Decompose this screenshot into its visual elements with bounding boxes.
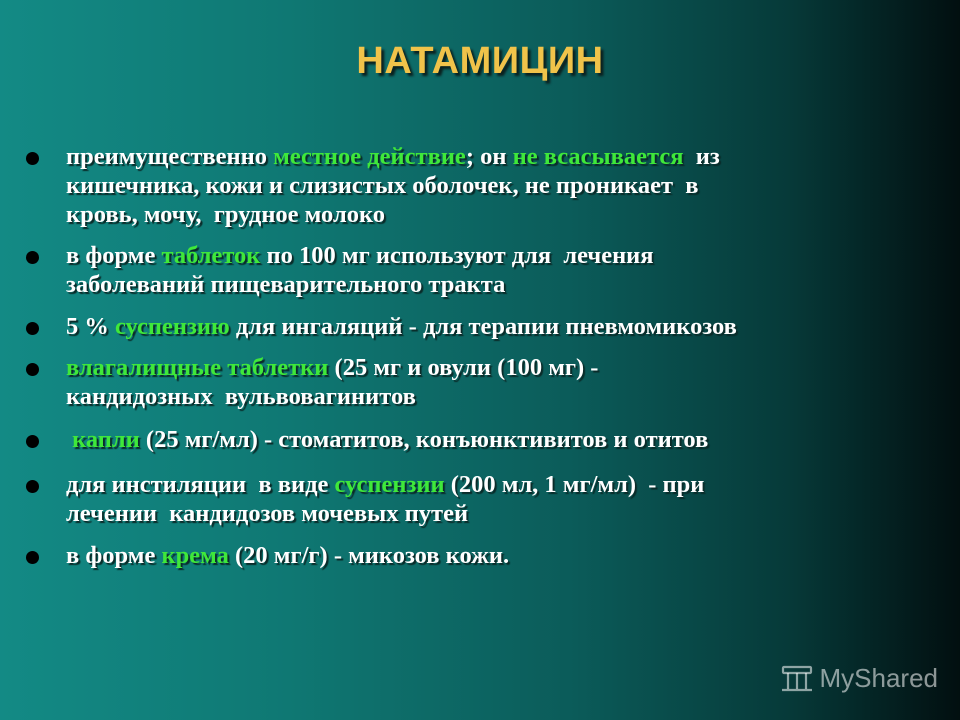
bullet-dot (26, 435, 39, 448)
bullet-line (66, 270, 946, 299)
bullet-text: ; он (465, 143, 513, 170)
bullet-line (66, 541, 946, 570)
bullet-line (66, 200, 946, 229)
highlighted-term: крема (161, 542, 229, 569)
bullet-list (26, 142, 946, 570)
bullet-dot (26, 480, 39, 493)
bullet-text: (200 мл, 1 мг/мл) - при (444, 471, 705, 498)
bullet-text: в форме (66, 542, 162, 569)
bullet-line (66, 241, 946, 270)
bullet-text: (25 мг и овули (100 мг) - (328, 354, 599, 381)
bullet-text: кишечника, кожи и слизистых оболочек, не проникает в (66, 172, 699, 199)
highlighted-term: капли (66, 426, 140, 453)
bullet-line (66, 312, 946, 341)
bullet-item (26, 353, 946, 411)
bullet-item (26, 142, 946, 229)
bullet-text: 5 % (66, 313, 115, 340)
bullet-dot (26, 551, 39, 564)
slide-title: НАТАМИЦИН (356, 40, 604, 82)
highlighted-term: таблеток (161, 242, 261, 269)
bullet-text: по 100 мг используют для лечения (260, 242, 654, 269)
bullet-item (26, 241, 946, 299)
bullet-line (66, 470, 946, 499)
highlighted-term: суспензию (115, 313, 230, 340)
bullet-text: (25 мг/мл) - стоматитов, конъюнктивитов и отитов (139, 426, 709, 453)
bullet-item (26, 425, 946, 454)
bullet-line (66, 382, 946, 411)
bullet-text: (20 мг/г) - микозов кожи. (228, 542, 510, 569)
highlighted-term: местное действие (273, 143, 466, 170)
bullet-text: заболеваний пищеварительного тракта (66, 271, 506, 298)
bullet-item (26, 470, 946, 528)
bullet-dot (26, 251, 39, 264)
bullet-line (66, 425, 946, 454)
myshared-watermark (780, 662, 939, 694)
bullet-item (26, 312, 946, 341)
bullet-text: кровь, мочу, грудное молоко (66, 201, 386, 228)
bullet-text: преимущественно (66, 143, 274, 170)
bullet-line (66, 171, 946, 200)
bullet-text: из (683, 143, 720, 170)
bullet-dot (26, 152, 39, 165)
highlighted-term: суспензии (334, 471, 445, 498)
bullet-text: лечении кандидозов мочевых путей (66, 500, 469, 527)
bullet-line (66, 499, 946, 528)
bullet-dot (26, 363, 39, 376)
highlighted-term: не всасывается (512, 143, 684, 170)
bullet-text: кандидозных вульвовагинитов (66, 383, 416, 410)
bullet-line (66, 353, 946, 382)
bullet-text: в форме (66, 242, 162, 269)
watermark-text: MyShared (819, 662, 938, 693)
bullet-dot (26, 322, 39, 335)
highlighted-term: влагалищные таблетки (66, 354, 329, 381)
bullet-text: для инстиляции в виде (66, 471, 335, 498)
bullet-line (66, 142, 946, 171)
bullet-item (26, 541, 946, 570)
myshared-logo-icon (780, 662, 814, 694)
bullet-text: для ингаляций - для терапии пневмомикозов (229, 313, 737, 340)
